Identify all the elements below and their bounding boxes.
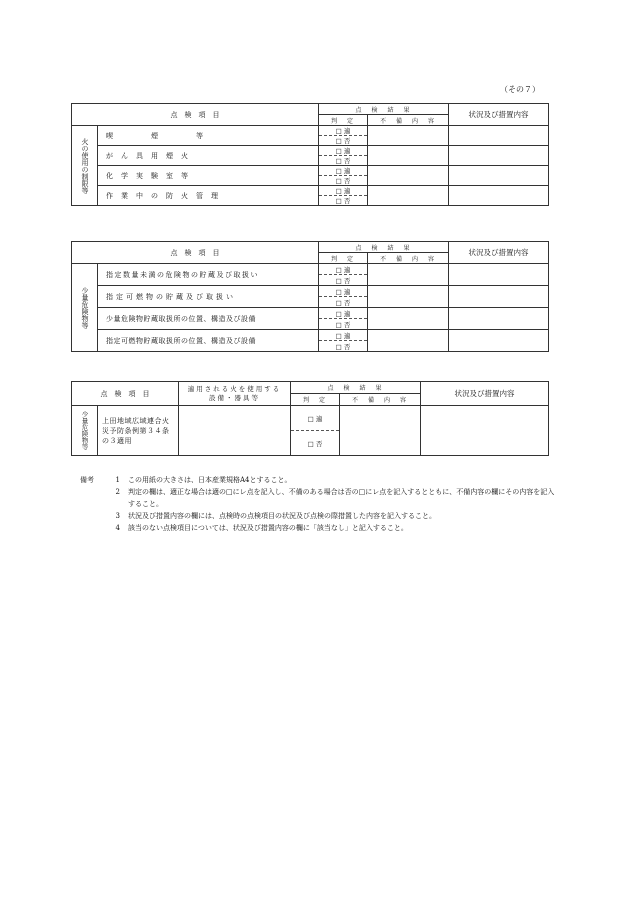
- note-row: [80, 486, 560, 510]
- status-field[interactable]: [421, 406, 549, 456]
- page-label: （その７）: [500, 85, 540, 94]
- ng-checkbox[interactable]: □ 否: [319, 156, 368, 166]
- note-text: 判定の欄は、適正な場合は適の□にレ点を記入し、不備のある場合は否の□にレ点を記入するとともに、不備内容の欄にその内容を記入すること。: [128, 488, 555, 508]
- category-label: 少量危険物等: [72, 264, 98, 352]
- status-field[interactable]: [449, 286, 549, 308]
- ok-checkbox[interactable]: □ 適: [319, 264, 368, 275]
- header-defect: 不 備 内 容: [368, 115, 449, 126]
- ok-checkbox[interactable]: □ 適: [319, 330, 368, 341]
- inspection-item: 指定数量未満の危険物の貯蔵及び取扱い: [98, 264, 319, 286]
- defect-field[interactable]: [368, 186, 449, 206]
- note-number: 2: [115, 488, 120, 496]
- ng-checkbox[interactable]: □ 否: [319, 176, 368, 186]
- header-item: 点 検 項 目: [72, 242, 319, 264]
- category-label: 少量危険物等: [72, 406, 98, 456]
- ng-checkbox[interactable]: □ 否: [319, 275, 368, 286]
- header-result: 点 検 結 果: [319, 104, 449, 115]
- ok-checkbox[interactable]: □ 適: [319, 166, 368, 176]
- ng-checkbox[interactable]: □ 否: [291, 431, 340, 456]
- header-defect: 不 備 内 容: [340, 394, 421, 406]
- category-label: 火の使用の制限等: [72, 126, 98, 206]
- notes-label: 備考: [80, 476, 94, 484]
- header-defect: 不 備 内 容: [368, 253, 449, 264]
- status-field[interactable]: [449, 146, 549, 166]
- inspection-table-small-hazmat: [71, 241, 549, 352]
- status-field[interactable]: [449, 264, 549, 286]
- ok-checkbox[interactable]: □ 適: [319, 146, 368, 156]
- defect-field[interactable]: [368, 126, 449, 146]
- defect-field[interactable]: [368, 308, 449, 330]
- ng-checkbox[interactable]: □ 否: [319, 319, 368, 330]
- inspection-table-ordinance: [71, 381, 549, 456]
- inspection-item: が ん 具 用 煙 火: [98, 146, 319, 166]
- defect-field[interactable]: [368, 166, 449, 186]
- header-status: 状況及び措置内容: [421, 382, 549, 406]
- ng-checkbox[interactable]: □ 否: [319, 341, 368, 352]
- note-text: この用紙の大きさは、日本産業規格A4とすること。: [128, 476, 292, 484]
- ok-checkbox[interactable]: □ 適: [319, 286, 368, 297]
- note-text: 該当のない点検項目については、状況及び措置内容の欄に「該当なし」と記入すること。: [128, 524, 408, 532]
- inspection-item: 作 業 中 の 防 火 管 理: [98, 186, 319, 206]
- ok-checkbox[interactable]: □ 適: [319, 126, 368, 136]
- notes: [80, 474, 560, 534]
- header-item: 点 検 項 目: [72, 104, 319, 126]
- ok-checkbox[interactable]: □ 適: [319, 186, 368, 196]
- defect-field[interactable]: [368, 330, 449, 352]
- ok-checkbox[interactable]: □ 適: [319, 308, 368, 319]
- ng-checkbox[interactable]: □ 否: [319, 196, 368, 206]
- note-row: [80, 510, 560, 522]
- defect-field[interactable]: [368, 264, 449, 286]
- status-field[interactable]: [449, 330, 549, 352]
- note-row: [80, 522, 560, 534]
- header-result: 点 検 結 果: [291, 382, 421, 394]
- note-row: [80, 474, 560, 486]
- status-field[interactable]: [449, 308, 549, 330]
- ng-checkbox[interactable]: □ 否: [319, 297, 368, 308]
- defect-field[interactable]: [340, 406, 421, 456]
- header-item: 点 検 項 目: [72, 382, 179, 406]
- note-text: 状況及び措置内容の欄には、点検時の点検項目の状況及び点検の際措置した内容を記入すること。: [128, 512, 436, 520]
- header-judgement: 判 定: [291, 394, 340, 406]
- inspection-item: 化 学 実 験 室 等: [98, 166, 319, 186]
- header-applied-equipment: 適用される火を使用する設備・器具等: [179, 382, 291, 406]
- header-result: 点 検 結 果: [319, 242, 449, 253]
- inspection-item: 喫 煙 等: [98, 126, 319, 146]
- status-field[interactable]: [449, 186, 549, 206]
- ok-checkbox[interactable]: □ 適: [291, 406, 340, 431]
- status-field[interactable]: [449, 166, 549, 186]
- inspection-item: 指定可燃物貯蔵取扱所の位置、構造及び設備: [98, 330, 319, 352]
- note-number: 3: [115, 512, 120, 520]
- header-status: 状況及び措置内容: [449, 242, 549, 264]
- header-judgement: 判 定: [319, 115, 368, 126]
- applied-equipment-field[interactable]: [179, 406, 291, 456]
- note-number: 1: [115, 476, 120, 484]
- inspection-table-fire-use: [71, 103, 549, 206]
- inspection-item: 指定可燃物の貯蔵及び取扱い: [98, 286, 319, 308]
- header-status: 状況及び措置内容: [449, 104, 549, 126]
- ng-checkbox[interactable]: □ 否: [319, 136, 368, 146]
- header-judgement: 判 定: [319, 253, 368, 264]
- inspection-item: 上田地域広域連合火災予防条例第３４条の３適用: [98, 406, 179, 456]
- inspection-item: 少量危険物貯蔵取扱所の位置、構造及び設備: [98, 308, 319, 330]
- note-number: 4: [115, 524, 120, 532]
- status-field[interactable]: [449, 126, 549, 146]
- defect-field[interactable]: [368, 146, 449, 166]
- defect-field[interactable]: [368, 286, 449, 308]
